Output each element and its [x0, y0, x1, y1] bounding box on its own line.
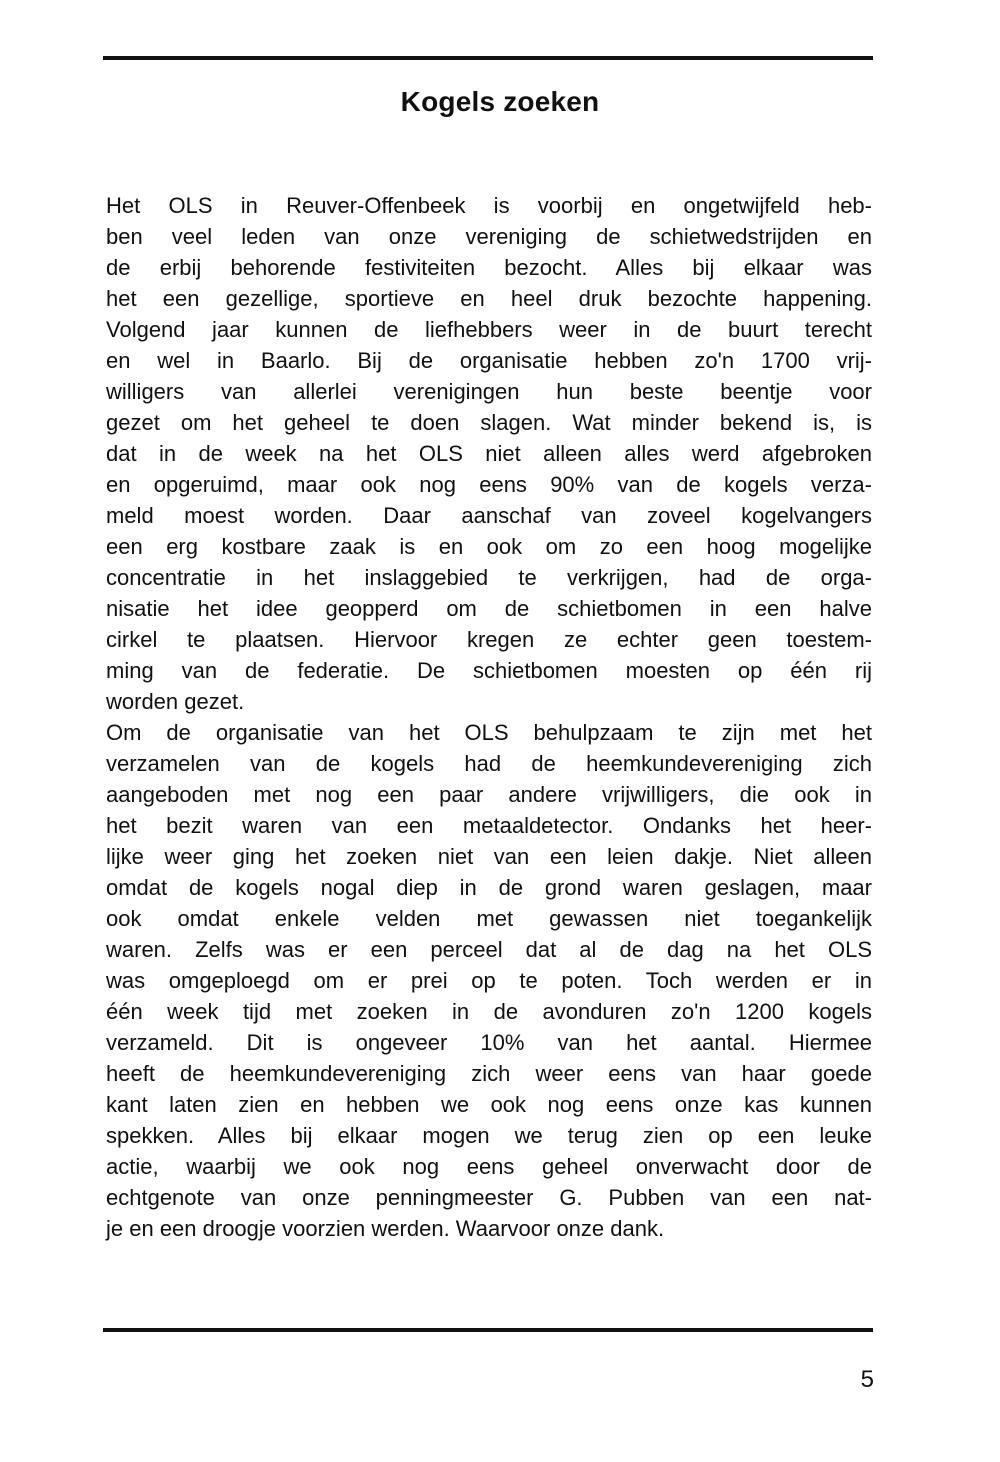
text-line: Om de organisatie van het OLS behulpzaam te zijn met het — [106, 720, 872, 745]
article-title: Kogels zoeken — [400, 86, 600, 117]
text-line: verzamelen van de kogels had de heemkundevereniging zich — [106, 751, 872, 776]
page-number: 5 — [860, 1366, 874, 1393]
text-line: lijke weer ging het zoeken niet van een leien dakje. Niet alleen — [106, 844, 872, 869]
text-line: je en een droogje voorzien werden. Waarvoor onze dank. — [106, 1216, 665, 1241]
top-rule — [103, 56, 873, 60]
text-line: Het OLS in Reuver-Offenbeek is voorbij en ongetwijfeld heb- — [106, 193, 872, 218]
text-line: kant laten zien en hebben we ook nog eens onze kas kunnen — [106, 1092, 872, 1117]
text-line: meld moest worden. Daar aanschaf van zoveel kogelvangers — [106, 503, 872, 528]
text-line: concentratie in het inslaggebied te verkrijgen, had de orga- — [106, 565, 872, 590]
text-line: verzameld. Dit is ongeveer 10% van het aantal. Hiermee — [106, 1030, 872, 1055]
text-line: ming van de federatie. De schietbomen moesten op één rij — [106, 658, 872, 683]
text-line: het een gezellige, sportieve en heel druk bezochte happening. — [106, 286, 872, 311]
text-line: worden gezet. — [106, 689, 245, 714]
text-line: was omgeploegd om er prei op te poten. Toch werden er in — [106, 968, 872, 993]
text-line: en wel in Baarlo. Bij de organisatie hebben zo'n 1700 vrij- — [106, 348, 872, 373]
paragraph-2 — [106, 717, 872, 1244]
text-line: een erg kostbare zaak is en ook om zo een hoog mogelijke — [106, 534, 872, 559]
text-line: nisatie het idee geopperd om de schietbomen in een halve — [106, 596, 872, 621]
text-line: actie, waarbij we ook nog eens geheel onverwacht door de — [106, 1154, 872, 1179]
text-line: dat in de week na het OLS niet alleen alles werd afgebroken — [106, 441, 872, 466]
article-body — [106, 190, 872, 1244]
text-line: en opgeruimd, maar ook nog eens 90% van de kogels verza- — [106, 472, 872, 497]
text-line: echtgenote van onze penningmeester G. Pubben van een nat- — [106, 1185, 872, 1210]
text-line: waren. Zelfs was er een perceel dat al de dag na het OLS — [106, 937, 872, 962]
text-line: gezet om het geheel te doen slagen. Wat minder bekend is, is — [106, 410, 872, 435]
text-line: heeft de heemkundevereniging zich weer eens van haar goede — [106, 1061, 872, 1086]
text-line: omdat de kogels nogal diep in de grond waren geslagen, maar — [106, 875, 872, 900]
text-line: de erbij behorende festiviteiten bezocht. Alles bij elkaar was — [106, 255, 872, 280]
text-line: cirkel te plaatsen. Hiervoor kregen ze echter geen toestem- — [106, 627, 872, 652]
text-line: ben veel leden van onze vereniging de schietwedstrijden en — [106, 224, 872, 249]
paragraph-1 — [106, 190, 872, 717]
text-line: willigers van allerlei verenigingen hun beste beentje voor — [106, 379, 872, 404]
text-line: het bezit waren van een metaaldetector. Ondanks het heer- — [106, 813, 872, 838]
text-line: aangeboden met nog een paar andere vrijwilligers, die ook in — [106, 782, 872, 807]
text-line: één week tijd met zoeken in de avonduren zo'n 1200 kogels — [106, 999, 872, 1024]
text-line: spekken. Alles bij elkaar mogen we terug zien op een leuke — [106, 1123, 872, 1148]
text-line: Volgend jaar kunnen de liefhebbers weer in de buurt terecht — [106, 317, 872, 342]
bottom-rule — [103, 1328, 873, 1332]
text-line: ook omdat enkele velden met gewassen niet toegankelijk — [106, 906, 872, 931]
